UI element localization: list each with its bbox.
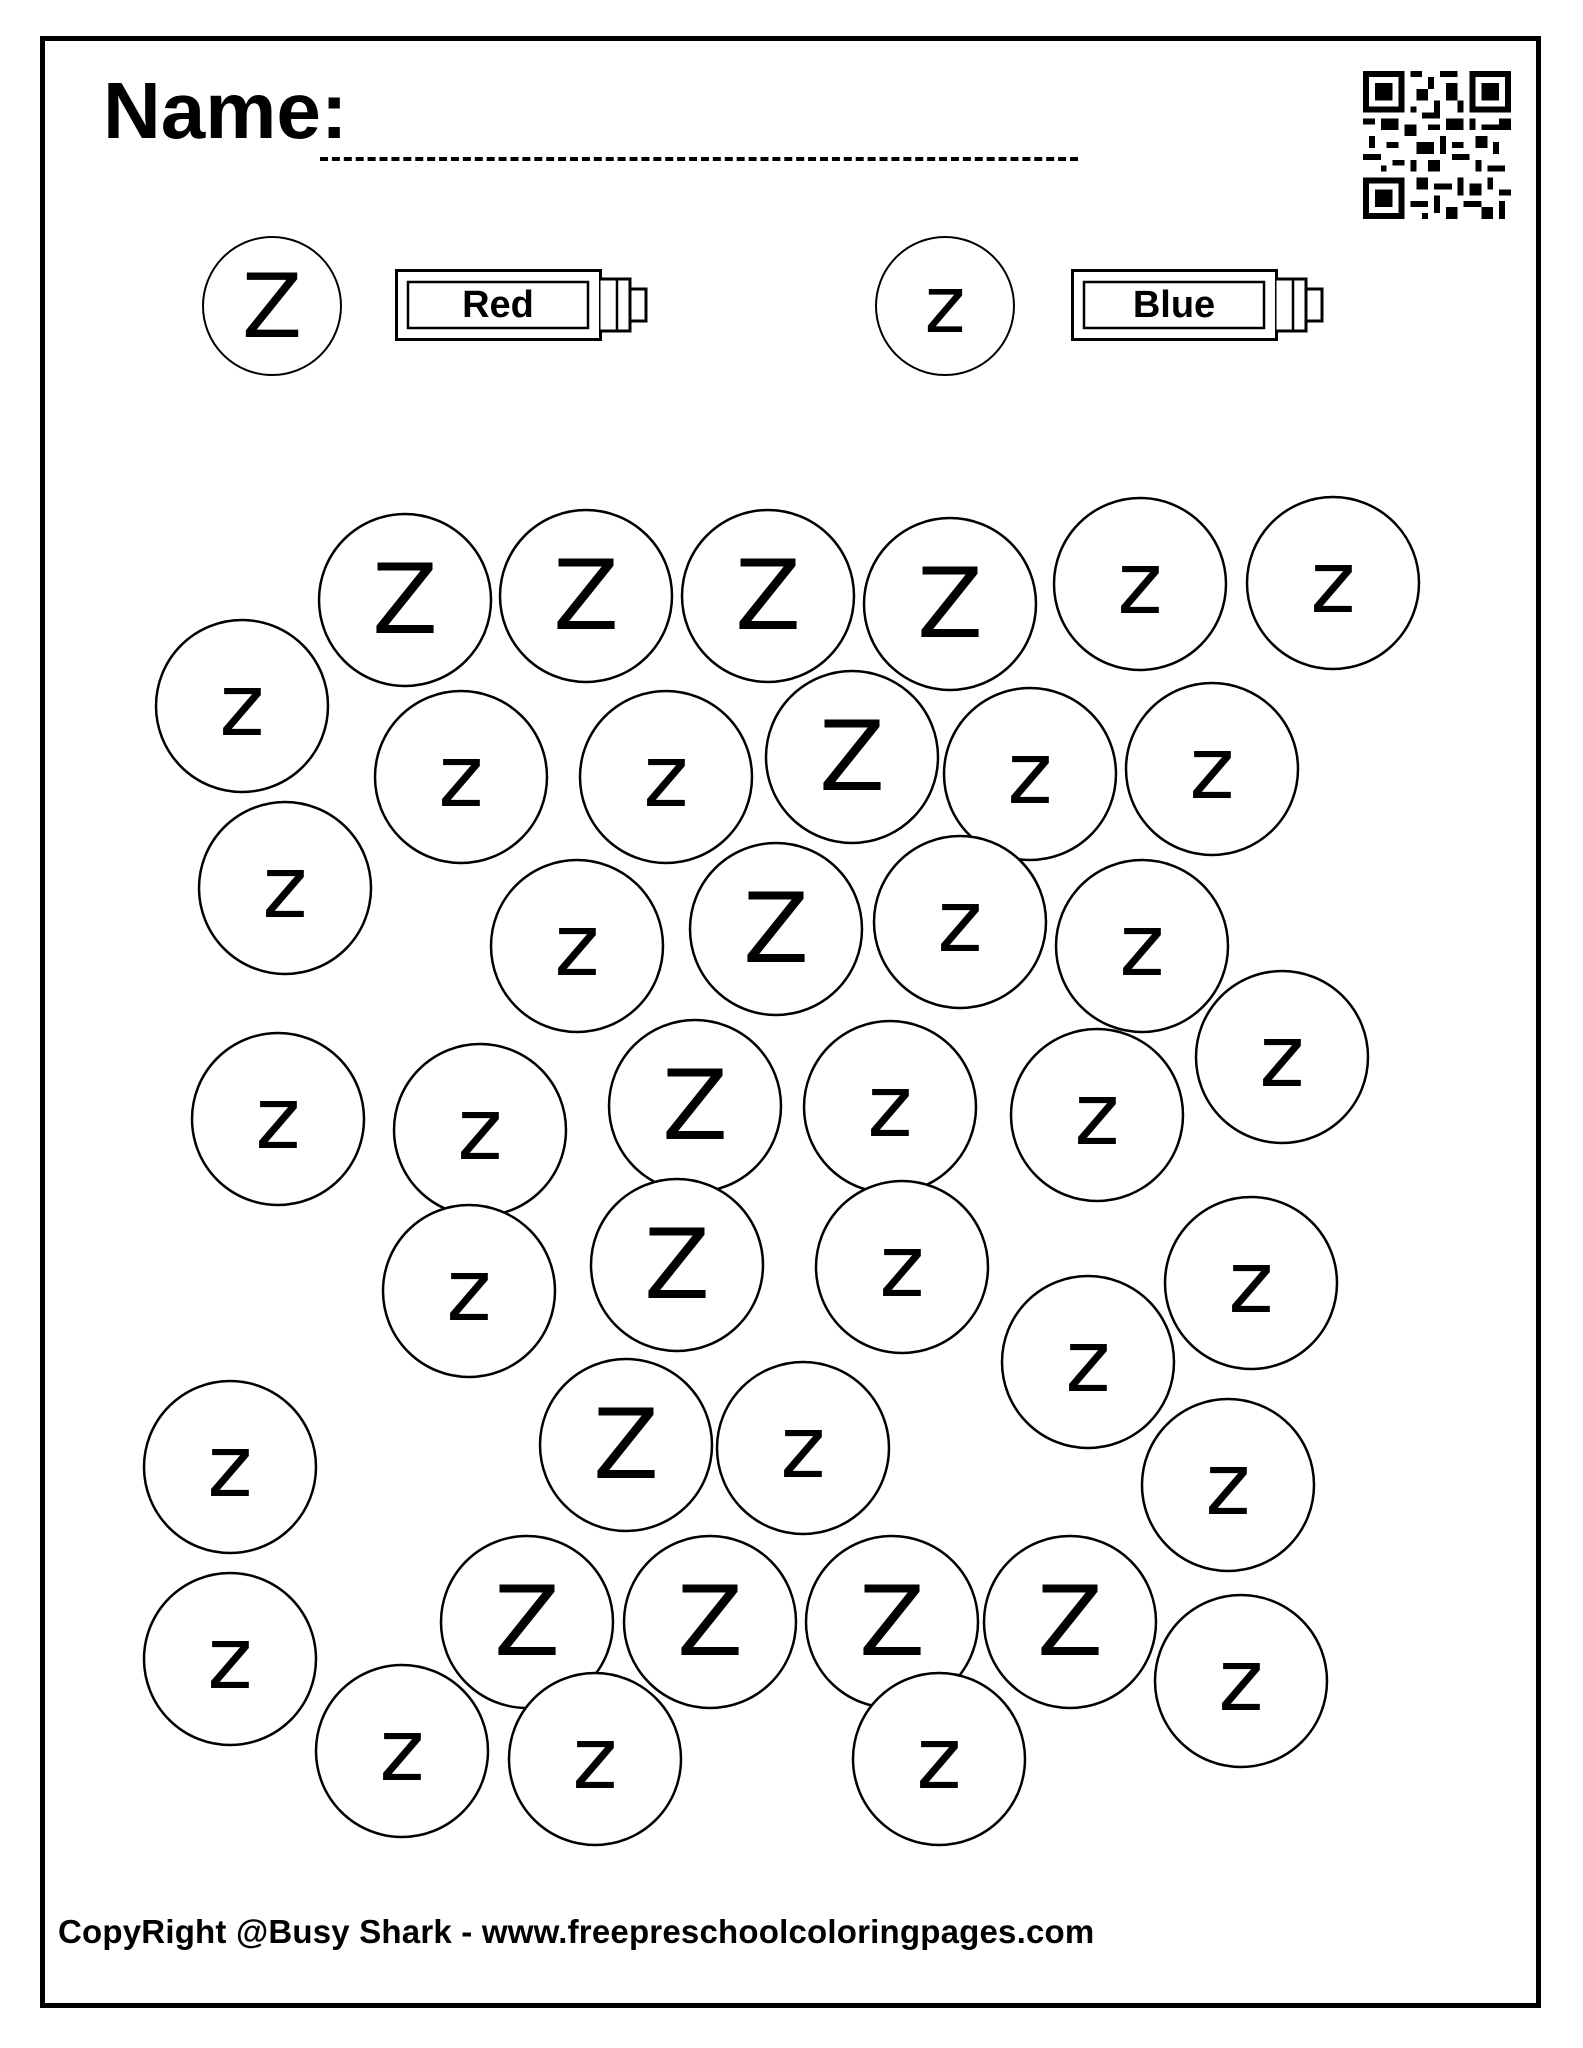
dot-letter: Z bbox=[494, 1566, 560, 1678]
dot-circle-uppercase-z[interactable] bbox=[682, 510, 854, 682]
dot-circle-lowercase-z[interactable] bbox=[1142, 1399, 1314, 1571]
dot-letter: z bbox=[207, 1609, 253, 1709]
dot-letter: z bbox=[554, 896, 600, 996]
dot-letter: z bbox=[1205, 1435, 1251, 1535]
dot-letter: z bbox=[572, 1709, 618, 1809]
dot-letter: Z bbox=[735, 540, 801, 652]
dot-letter: z bbox=[1007, 724, 1053, 824]
dot-circle-uppercase-z[interactable] bbox=[984, 1536, 1156, 1708]
dot-letter: Z bbox=[372, 544, 438, 656]
dot-circle-lowercase-z[interactable] bbox=[144, 1573, 316, 1745]
dot-letter: Z bbox=[859, 1566, 925, 1678]
dot-letter: z bbox=[916, 1709, 962, 1809]
dot-circle-lowercase-z[interactable] bbox=[944, 688, 1116, 860]
dot-circle-lowercase-z[interactable] bbox=[491, 860, 663, 1032]
dot-letter: Z bbox=[553, 540, 619, 652]
dot-circle-uppercase-z[interactable] bbox=[500, 510, 672, 682]
dot-circle-lowercase-z[interactable] bbox=[192, 1033, 364, 1205]
key-uppercase-letter: Z bbox=[241, 254, 303, 358]
dot-letter: z bbox=[1310, 533, 1356, 633]
dot-circle-uppercase-z[interactable] bbox=[609, 1020, 781, 1192]
dot-letter: z bbox=[879, 1217, 925, 1317]
dot-letter: z bbox=[1228, 1233, 1274, 1333]
dot-letter: z bbox=[867, 1057, 913, 1157]
dot-letter: z bbox=[1259, 1007, 1305, 1107]
dot-letter: Z bbox=[819, 701, 885, 813]
dot-circle-lowercase-z[interactable] bbox=[1011, 1029, 1183, 1201]
dot-circle-uppercase-z[interactable] bbox=[591, 1179, 763, 1351]
dot-letter: z bbox=[937, 872, 983, 972]
dot-circle-lowercase-z[interactable] bbox=[1056, 860, 1228, 1032]
dot-letter: z bbox=[379, 1701, 425, 1801]
dot-circle-lowercase-z[interactable] bbox=[1126, 683, 1298, 855]
dot-circles-area bbox=[45, 41, 1536, 2003]
dot-circle-lowercase-z[interactable] bbox=[383, 1205, 555, 1377]
dot-circle-uppercase-z[interactable] bbox=[624, 1536, 796, 1708]
dot-letter: z bbox=[457, 1080, 503, 1180]
dot-circle-lowercase-z[interactable] bbox=[874, 836, 1046, 1008]
dot-circle-lowercase-z[interactable] bbox=[509, 1673, 681, 1845]
dot-circle-lowercase-z[interactable] bbox=[717, 1362, 889, 1534]
dot-letter: Z bbox=[743, 873, 809, 985]
name-label: Name: bbox=[103, 66, 348, 155]
dot-letter: z bbox=[255, 1069, 301, 1169]
dot-circle-uppercase-z[interactable] bbox=[540, 1359, 712, 1531]
dot-circle-lowercase-z[interactable] bbox=[804, 1021, 976, 1193]
dot-letter: z bbox=[1117, 534, 1163, 634]
dot-circle-lowercase-z[interactable] bbox=[316, 1665, 488, 1837]
dot-letter: z bbox=[262, 838, 308, 938]
red-color-label: Red bbox=[462, 283, 534, 326]
dot-circle-lowercase-z[interactable] bbox=[375, 691, 547, 863]
dot-circle-lowercase-z[interactable] bbox=[199, 802, 371, 974]
dot-letter: z bbox=[446, 1241, 492, 1341]
dot-circle-lowercase-z[interactable] bbox=[1054, 498, 1226, 670]
dot-circle-lowercase-z[interactable] bbox=[1165, 1197, 1337, 1369]
dot-circle-uppercase-z[interactable] bbox=[319, 514, 491, 686]
dot-circle-lowercase-z[interactable] bbox=[1196, 971, 1368, 1143]
dot-circle-lowercase-z[interactable] bbox=[156, 620, 328, 792]
dot-circle-lowercase-z[interactable] bbox=[1247, 497, 1419, 669]
dot-letter: z bbox=[1218, 1631, 1264, 1731]
dot-circle-lowercase-z[interactable] bbox=[853, 1673, 1025, 1845]
dot-circle-lowercase-z[interactable] bbox=[144, 1381, 316, 1553]
dot-letter: Z bbox=[1037, 1566, 1103, 1678]
dot-circle-lowercase-z[interactable] bbox=[816, 1181, 988, 1353]
dot-letter: z bbox=[1074, 1065, 1120, 1165]
dot-circle-lowercase-z[interactable] bbox=[394, 1044, 566, 1216]
dot-letter: z bbox=[1189, 719, 1235, 819]
worksheet-page bbox=[40, 36, 1541, 2008]
dot-letter: z bbox=[780, 1398, 826, 1498]
dot-letter: Z bbox=[662, 1050, 728, 1162]
dot-circle-lowercase-z[interactable] bbox=[1155, 1595, 1327, 1767]
key-lowercase-letter: z bbox=[924, 261, 966, 351]
dot-letter: z bbox=[438, 727, 484, 827]
copyright-text: CopyRight @Busy Shark - www.freepreschoolcoloringpages.com bbox=[58, 1913, 1095, 1950]
dot-circle-lowercase-z[interactable] bbox=[1002, 1276, 1174, 1448]
dot-letter: z bbox=[1119, 896, 1165, 996]
dot-circle-uppercase-z[interactable] bbox=[766, 671, 938, 843]
dot-letter: z bbox=[219, 656, 265, 756]
dot-letter: z bbox=[1065, 1312, 1111, 1412]
dot-letter: z bbox=[643, 727, 689, 827]
dot-circle-lowercase-z[interactable] bbox=[580, 691, 752, 863]
blue-color-label: Blue bbox=[1132, 283, 1216, 326]
dot-letter: Z bbox=[644, 1209, 710, 1321]
dot-letter: z bbox=[207, 1417, 253, 1517]
dot-circle-uppercase-z[interactable] bbox=[690, 843, 862, 1015]
dot-letter: Z bbox=[593, 1389, 659, 1501]
dot-letter: Z bbox=[677, 1566, 743, 1678]
dot-circle-uppercase-z[interactable] bbox=[864, 518, 1036, 690]
dot-letter: Z bbox=[917, 548, 983, 660]
